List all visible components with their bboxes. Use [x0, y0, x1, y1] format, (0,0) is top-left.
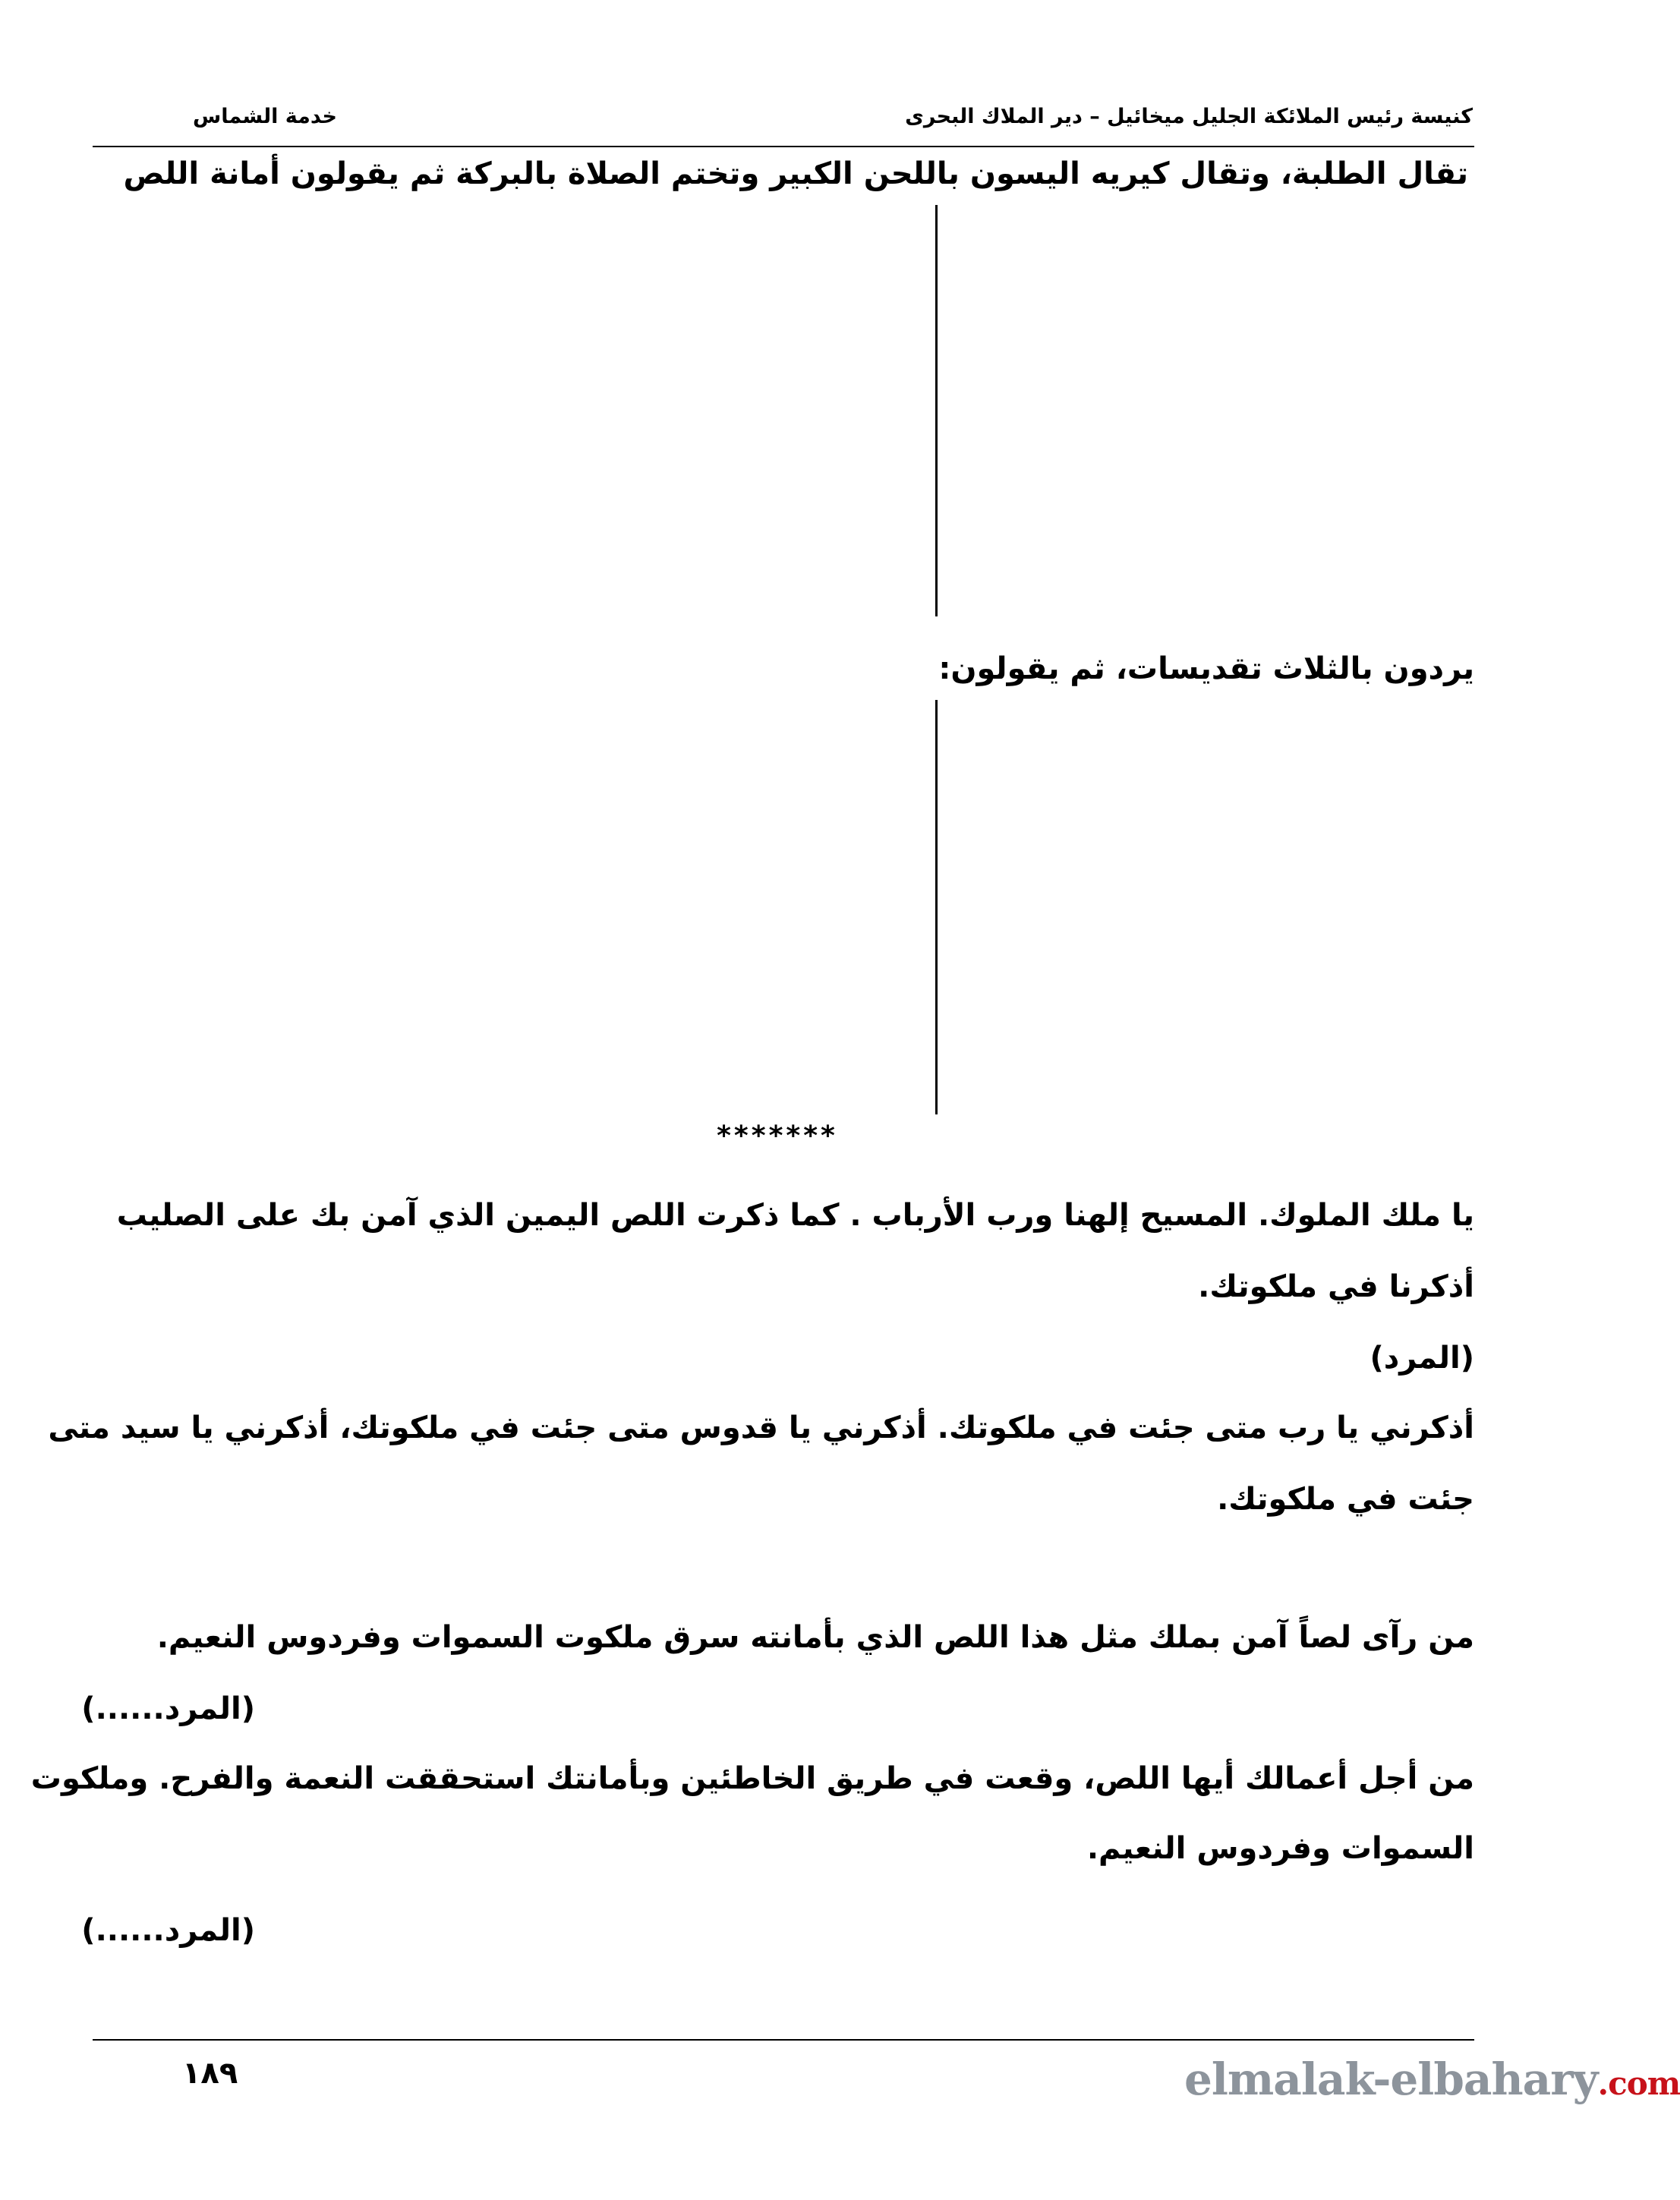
paragraph-line: جئت في ملكوتك. — [1217, 1482, 1474, 1517]
paragraph-line: من رآى لصاً آمن بملك مثل هذا اللص الذي بأمانته سرق ملكوت السموات وفردوس النعيم. — [156, 1620, 1474, 1655]
page-number: ١٨٩ — [182, 2056, 238, 2091]
stars-separator: ******* — [717, 1120, 838, 1152]
paragraph-line: أذكرني يا رب متى جئت في ملكوتك. أذكرني يا قدوس متى جئت في ملكوتك، أذكرني يا سيد متى — [48, 1410, 1474, 1445]
site-logo-tld: .com — [1597, 2065, 1680, 2102]
site-logo — [1184, 2053, 1680, 2105]
paragraph-line: من أجل أعمالك أيها اللص، وقعت في طريق الخاطئين وبأمانتك استحققت النعمة والفرح. وملكوت — [30, 1761, 1474, 1796]
response-label: (المرد) — [1370, 1341, 1474, 1376]
header-section-title: خدمة الشماس — [193, 105, 337, 128]
paragraph-line: أذكرنا في ملكوتك. — [1198, 1269, 1474, 1304]
response-label: (المرد......) — [81, 1691, 255, 1726]
paragraph-line: يا ملك الملوك. المسيح إلهنا ورب الأرباب . كما ذكرت اللص اليمين الذي آمن بك على الصليب — [116, 1198, 1474, 1233]
header-church-title: كنيسة رئيس الملائكة الجليل ميخائيل – دير الملاك البحرى — [905, 105, 1473, 128]
response-instruction: يردون بالثلاث تقديسات، ثم يقولون: — [938, 651, 1474, 686]
table-divider — [935, 700, 938, 1114]
intro-instruction: تقال الطلبة، وتقال كيريه اليسون باللحن الكبير وتختم الصلاة بالبركة ثم يقولون أمانة اللص — [123, 156, 1468, 191]
response-label: (المرد......) — [81, 1913, 255, 1948]
site-logo-text: elmalak-elbahary — [1184, 2053, 1598, 2105]
header-rule — [93, 146, 1474, 147]
table-divider — [935, 205, 938, 616]
paragraph-line: السموات وفردوس النعيم. — [1086, 1831, 1474, 1866]
footer-rule — [93, 2039, 1474, 2041]
